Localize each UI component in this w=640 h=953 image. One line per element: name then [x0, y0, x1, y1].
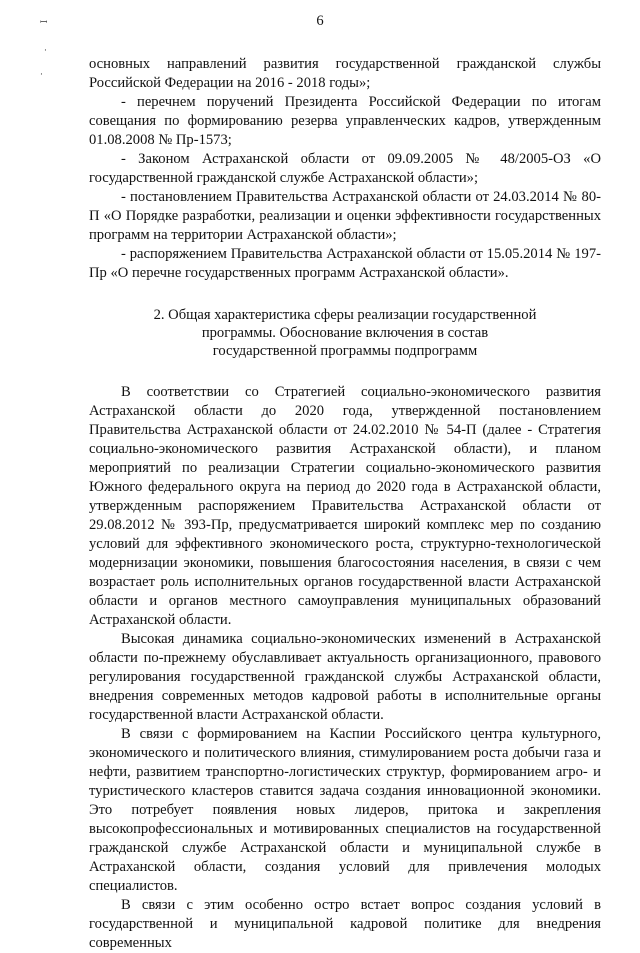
- paragraph: В связи с формированием на Каспии Российского центра культурного, экономического и политического влияния, стимулированием роста добычи газа и нефти, развитием транспортно-логистических структур, формированием агро- и туристического кластеров ставится задача создания инновационной экономики. Это потребует появления новых лидеров, притока и закрепления высокопрофессиональных и мотивированных специалистов на государственной гражданской службе Астраханской области и муниципальной службе в Астраханской области, создания условий для привлечения молодых специалистов.: [89, 726, 601, 894]
- page-body: [89, 55, 601, 953]
- list-item: - постановлением Правительства Астраханской области от 24.03.2014 № 80-П «О Порядке разработки, реализации и оценки эффективности государственных программ на территории Астраханской области»;: [89, 189, 601, 243]
- section-heading-line: программы. Обоснование включения в состав: [201, 325, 489, 341]
- paragraph: В соответствии со Стратегией социально-экономического развития Астраханской области до 2020 года, утвержденной постановлением Правительства Астраханской области от 24.02.2010 № 54-П (далее - Стратегия социально-экономического развития Астраханской области), и планом мероприятий по реализации Стратегии социально-экономического развития Южного федерального округа на период до 2020 года в Астраханской области, утвержденным распоряжением Правительства Астраханской области от 29.08.2012 № 393-Пр, предусматривается широкий комплекс мер по созданию условий для эффективного экономического роста, структурно-технологической модернизации экономики, повышения благосостояния населения, в связи с чем возрастает роль исполнительных органов государственной власти Астраханской области и органов местного самоуправления муниципальных образований Астраханской области.: [89, 384, 601, 628]
- list-item: - Законом Астраханской области от 09.09.2005 № 48/2005-ОЗ «О государственной гражданской службе Астраханской области»;: [89, 151, 601, 186]
- section-heading-line: государственной программы подпрограмм: [212, 343, 478, 359]
- scan-mark: ·: [44, 46, 47, 56]
- list-item: - распоряжением Правительства Астраханской области от 15.05.2014 № 197-Пр «О перечне государственных программ Астраханской области».: [89, 246, 601, 281]
- paragraph: Высокая динамика социально-экономических изменений в Астраханской области по-прежнему обуславливает актуальность организационного, правового регулирования государственной гражданской службы Астраханской области, внедрения современных методов кадровой работы в исполнительные органы государственной власти Астраханской области.: [89, 631, 601, 723]
- paragraph: В связи с этим особенно остро встает вопрос создания условий в государственной и муниципальной кадровой политике для внедрения современных: [89, 897, 601, 951]
- list-item: - перечнем поручений Президента Российской Федерации по итогам совещания по формированию резерва управленческих кадров, утвержденным 01.08.2008 № Пр-1573;: [89, 94, 601, 148]
- list-item: основных направлений развития государственной гражданской службы Российской Федерации на 2016 - 2018 годы»;: [89, 56, 601, 91]
- page-number: 6: [316, 13, 324, 29]
- section-heading-line: 2. Общая характеристика сферы реализации государственной: [153, 307, 537, 323]
- scan-mark: ·: [40, 70, 43, 80]
- scan-mark: ꟷ: [40, 18, 48, 28]
- section-heading: [89, 306, 601, 360]
